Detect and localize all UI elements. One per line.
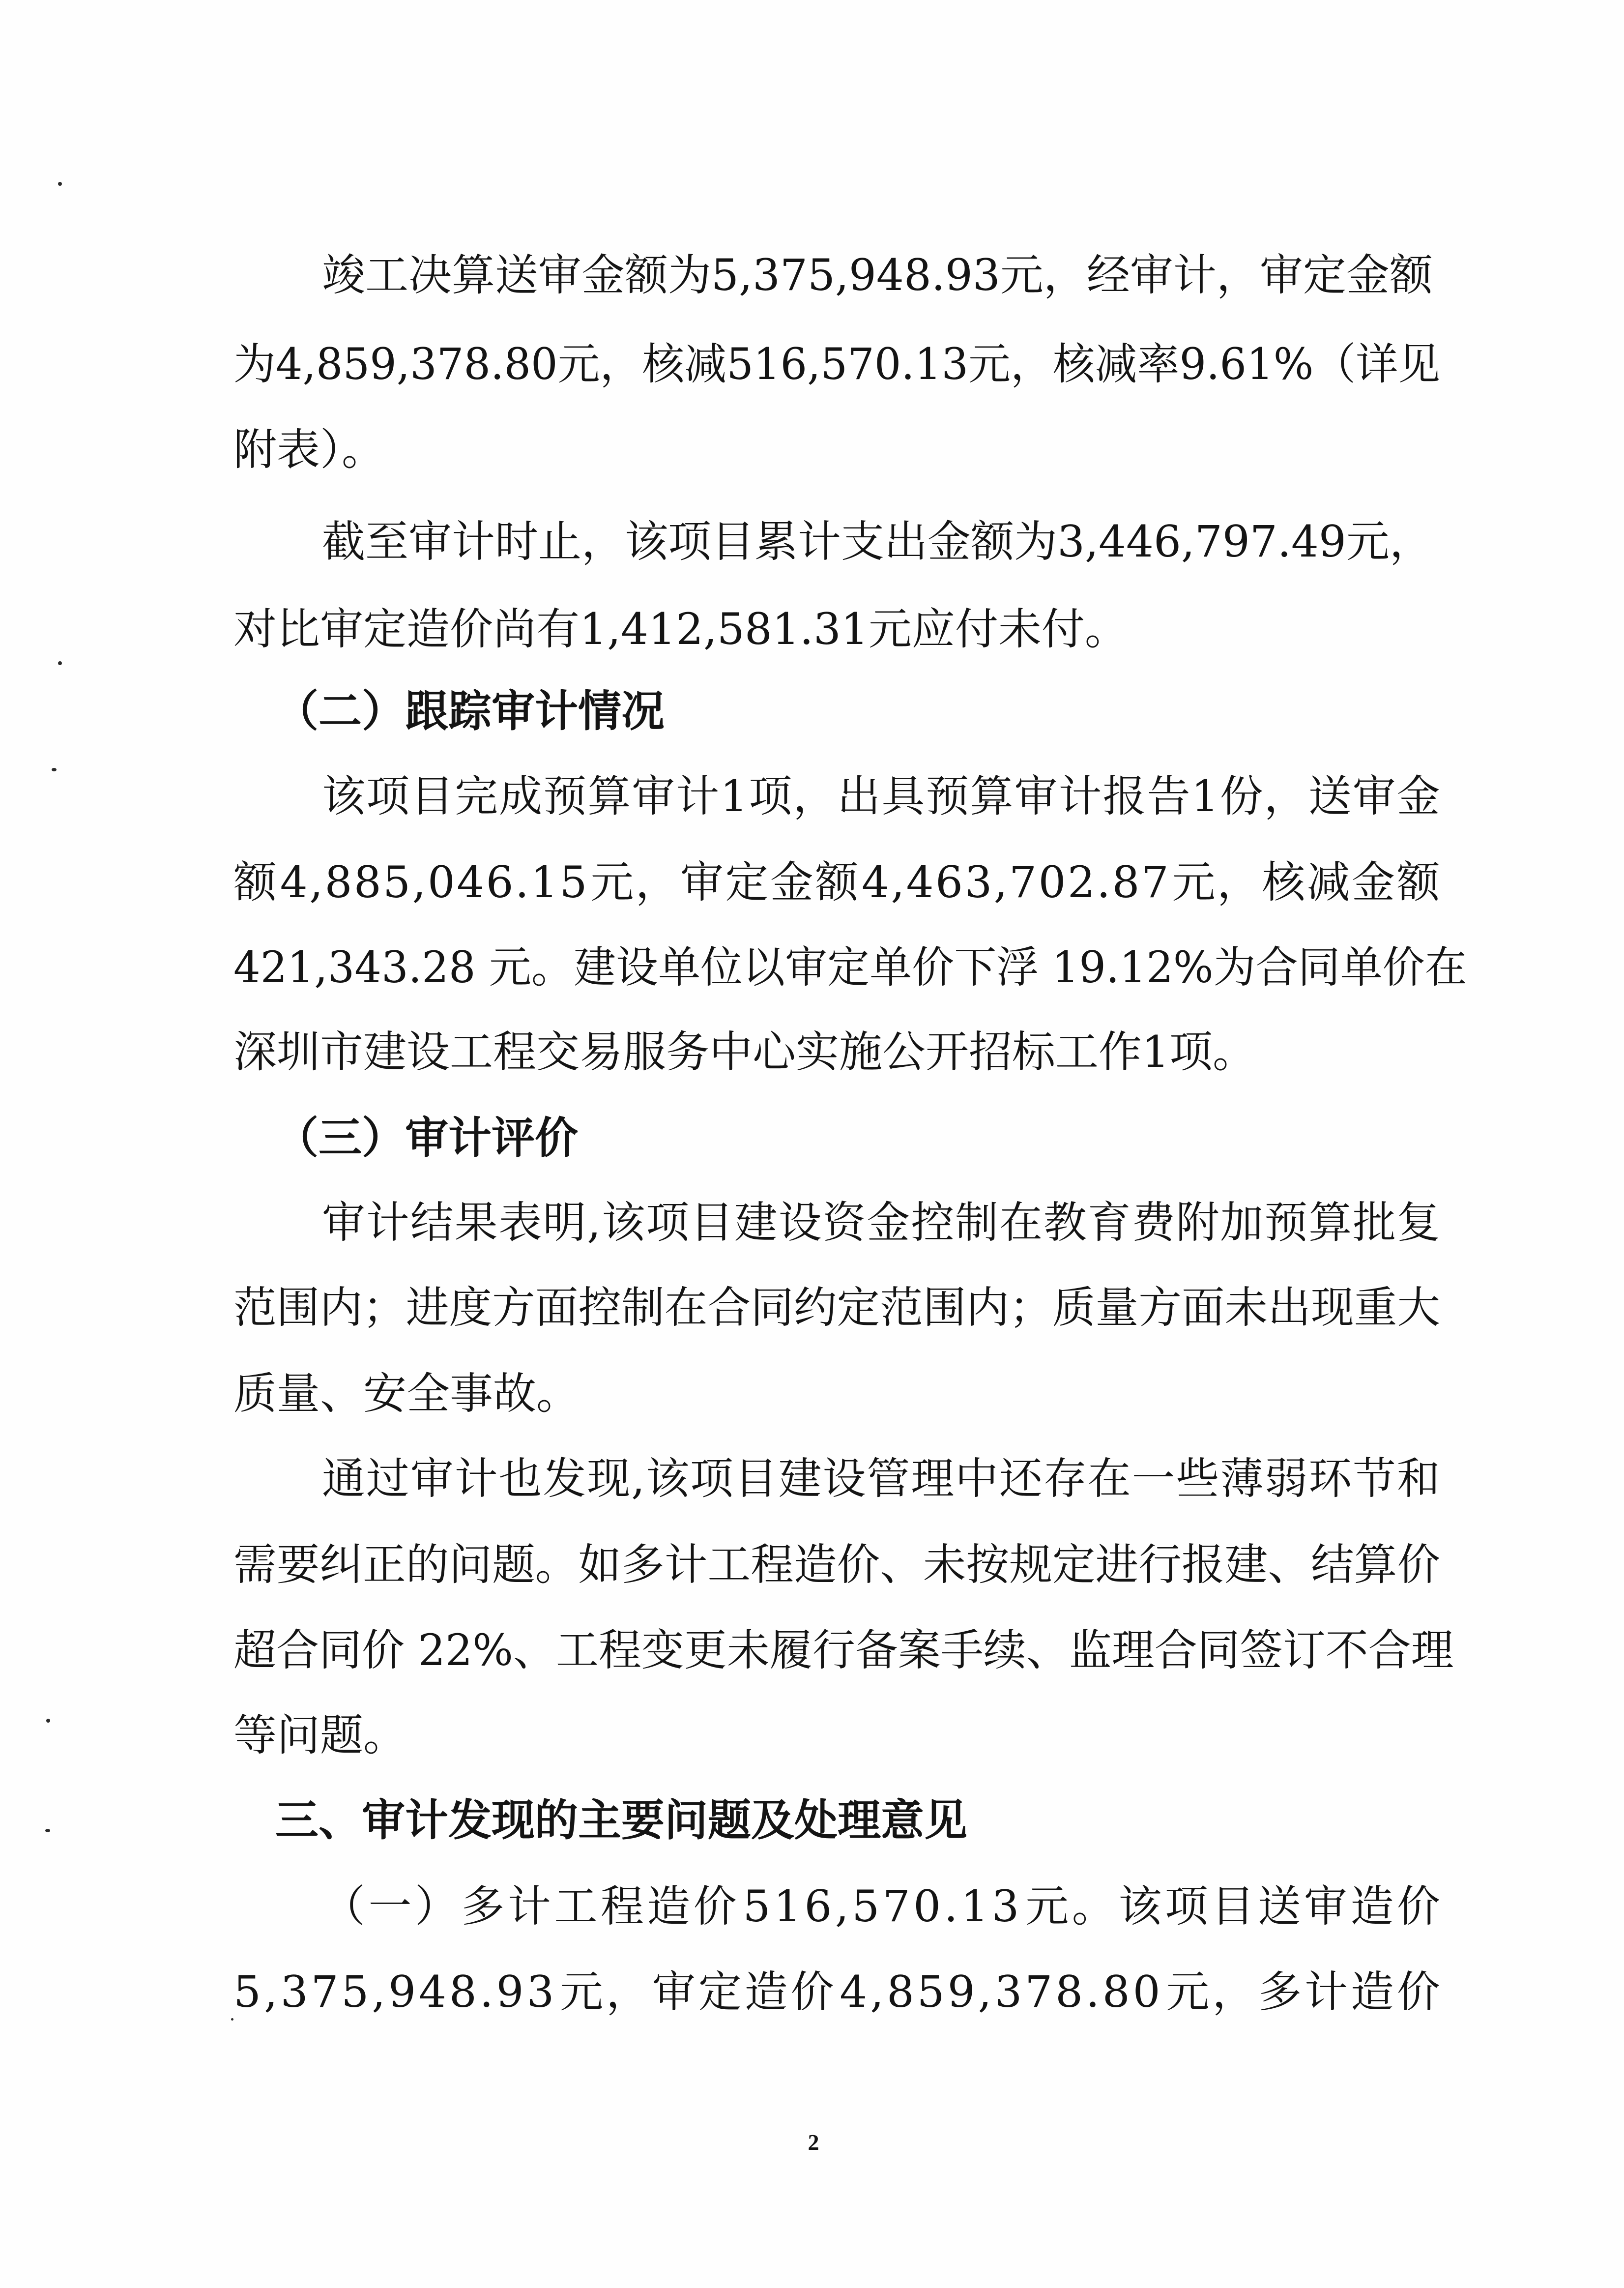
page-number: 2 [808, 2130, 819, 2155]
text-line: 附表）。 [233, 424, 385, 475]
text-line: 范围内；进度方面控制在合同约定范围内；质量方面未出现重大 [233, 1282, 1440, 1333]
section-heading: （二）跟踪审计情况 [275, 686, 665, 736]
scan-speck [45, 1829, 50, 1832]
scan-speck [46, 1719, 50, 1723]
scan-speck [52, 768, 57, 771]
text-line: （ 一 ） 多 计 工 程 造 价 5 1 6 , 5 7 0 . 1 3 元 。 该 项 目 送 审 造 价 [322, 1881, 1440, 1932]
text-line: 通 过 审 计 也 发 现 , 该 项 目 建 设 管 理 中 还 存 在 一 些 薄 弱 环 节 和 [322, 1453, 1440, 1504]
text-line: 等问题。 [233, 1710, 407, 1760]
text-line: 截至审计时止，该项目累计支出金额为3,446,797.49元， [322, 516, 1433, 567]
text-line: 对比审定造价尚有1,412,581.31元应付未付。 [233, 604, 1128, 654]
text-line: 该 项 目 完 成 预 算 审 计 1 项 ， 出 具 预 算 审 计 报 告 1 份 ， 送 审 金 [322, 771, 1440, 821]
text-line: 竣工决算送审金额为5,375,948.93元，经审计，审定金额 [322, 250, 1433, 300]
text-line: 审 计 结 果 表 明 , 该 项 目 建 设 资 金 控 制 在 教 育 费 附 加 预 算 批 复 [322, 1197, 1440, 1248]
scan-speck [58, 661, 62, 665]
text-line: 额 4 , 8 8 5 , 0 4 6 . 1 5 元 ， 审 定 金 额 4 , 4 6 3 , 7 0 2 . 8 7 元 ， 核 减 金 额 [233, 857, 1440, 908]
text-line: 5 , 3 7 5 , 9 4 8 . 9 3 元 ， 审 定 造 价 4 , 8 5 9 , 3 7 8 . 8 0 元 ， 多 计 造 价 [233, 1966, 1440, 2017]
text-line: 为4,859,378.80元，核减516,570.13元，核减率9.61%（详见 [233, 339, 1440, 389]
scan-speck [231, 2018, 233, 2021]
scan-speck [58, 182, 62, 186]
text-line: 需要纠正的问题。如多计工程造价、未按规定进行报建、结算价 [233, 1539, 1440, 1590]
section-heading: （三）审计评价 [275, 1113, 579, 1163]
section-heading: 三、审计发现的主要问题及处理意见 [275, 1795, 968, 1846]
text-line: 质量、安全事故。 [233, 1368, 580, 1419]
text-line: 深圳市建设工程交易服务中心实施公开招标工作1项。 [233, 1027, 1256, 1077]
text-line: 超合同价 22%、工程变更未履行备案手续、监理合同签订不合理 [233, 1625, 1454, 1675]
text-line: 421,343.28 元。建设单位以审定单价下浮 19.12%为合同单价在 [233, 942, 1467, 993]
